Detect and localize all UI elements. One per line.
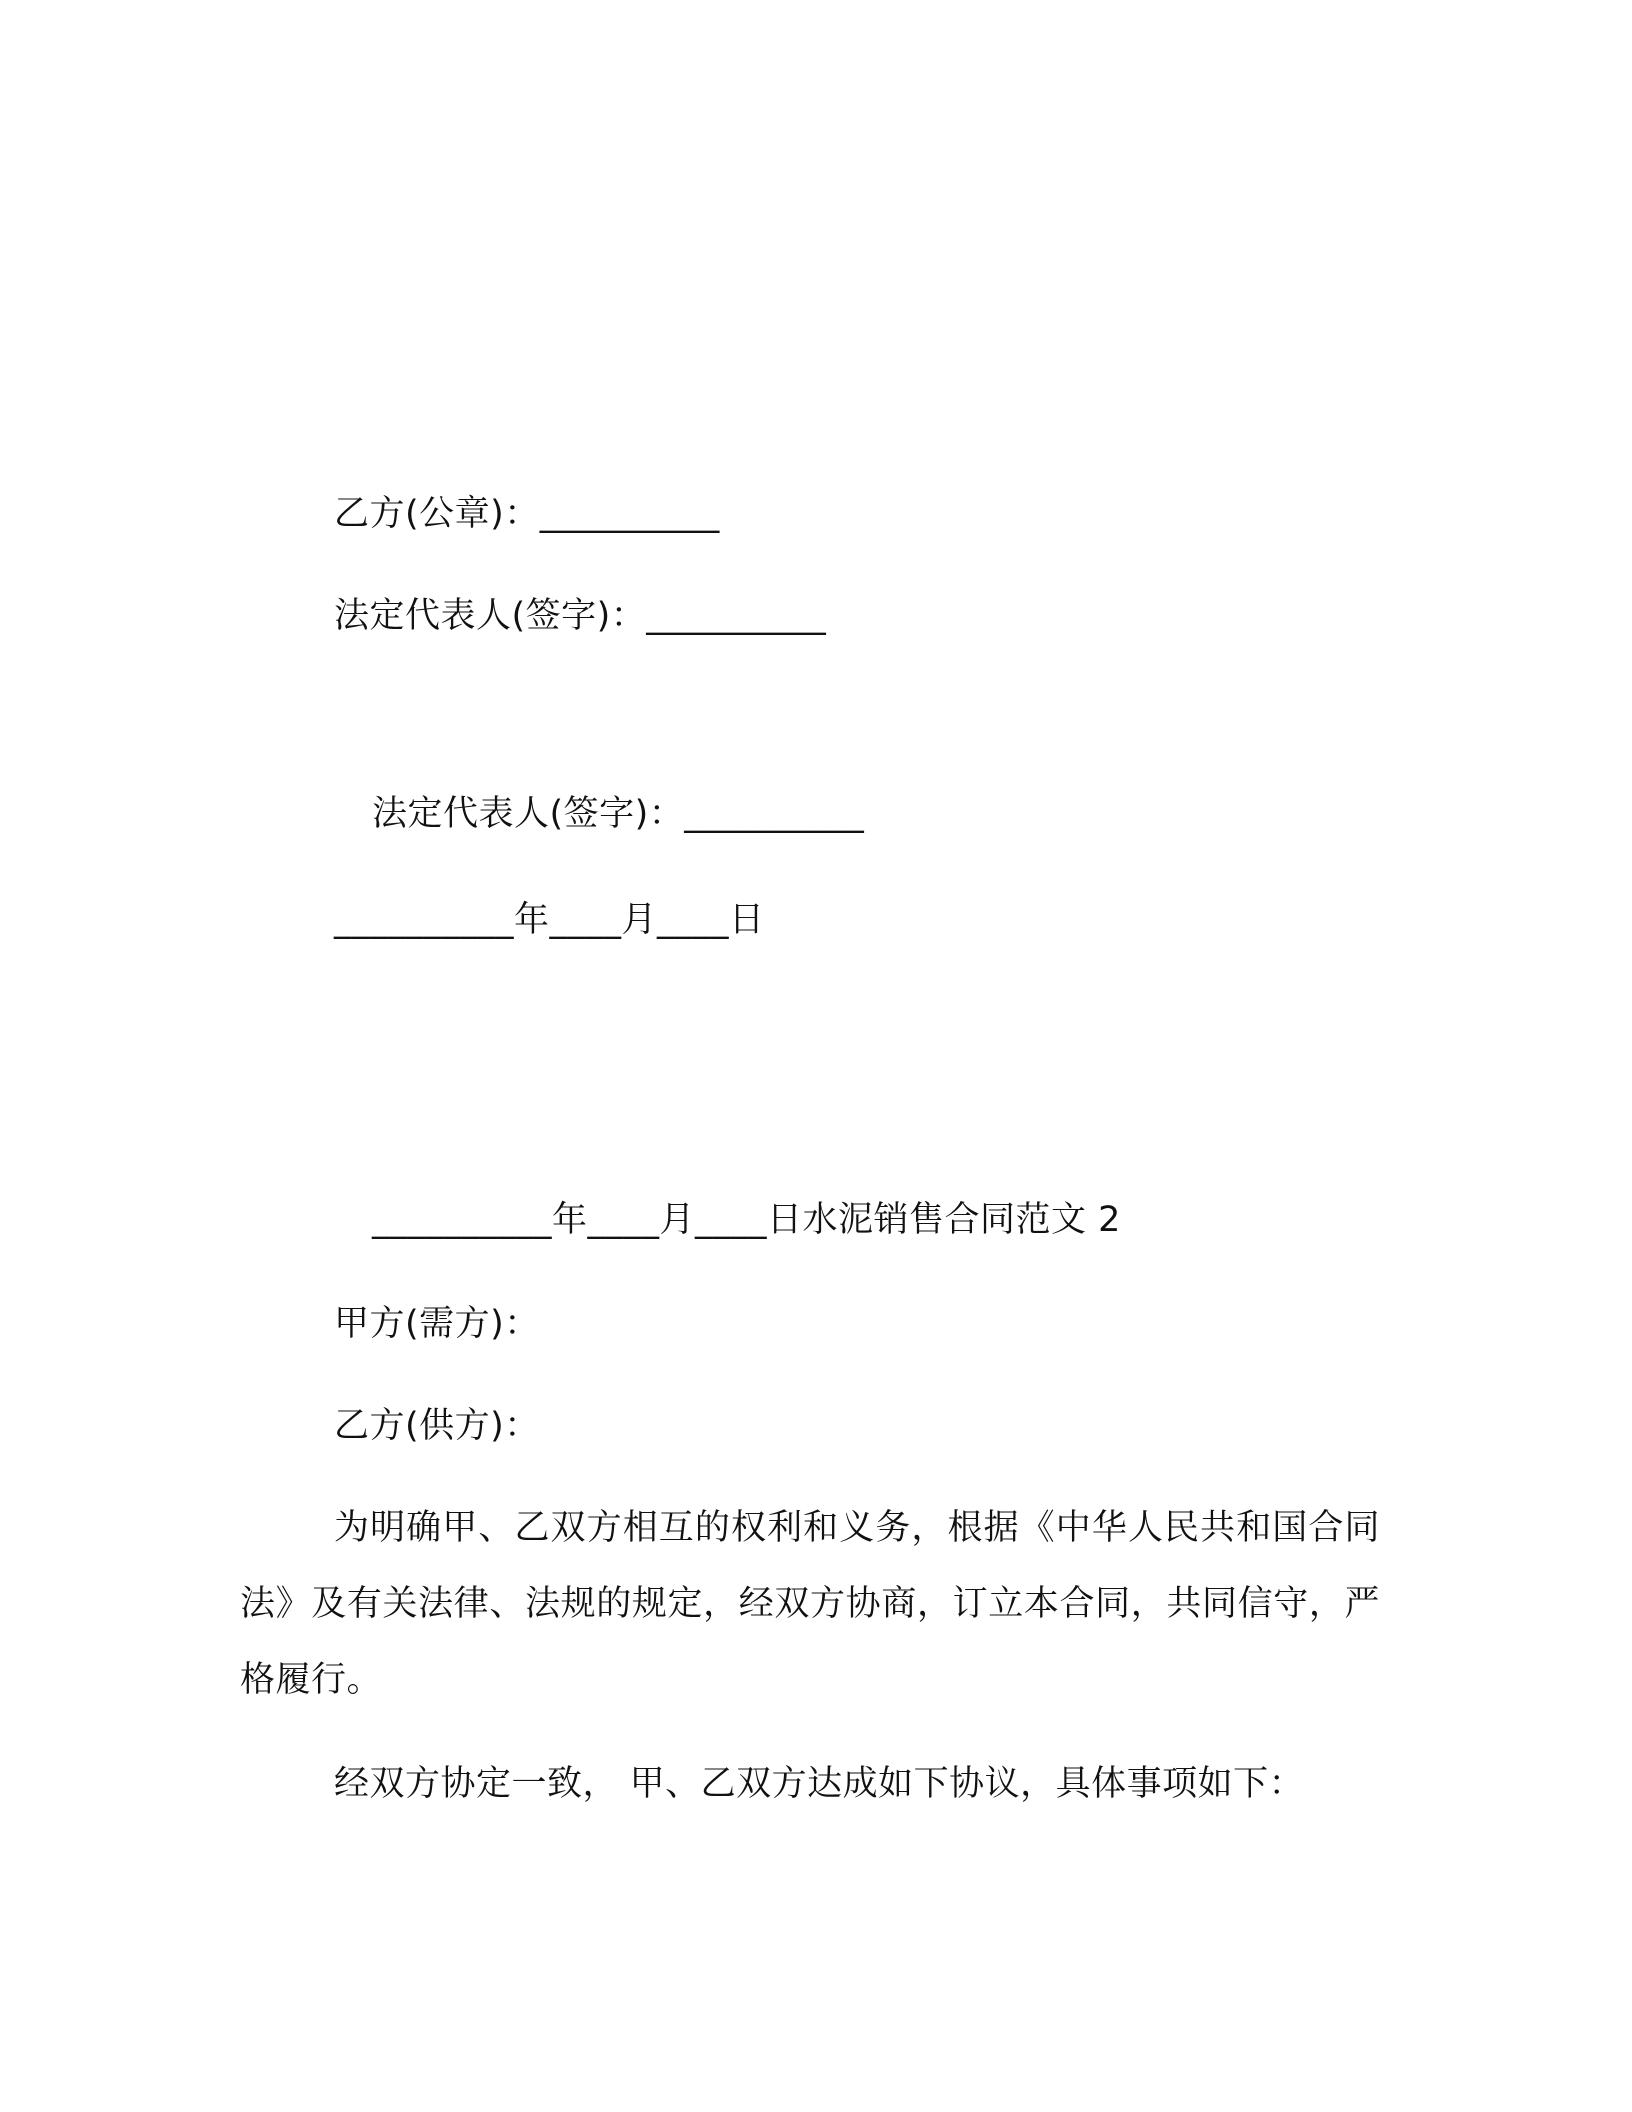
legal-representative-signature-line: 法定代表人(签字)：__________	[334, 596, 827, 636]
agreement-intro-paragraph: 经双方协定一致， 甲、乙双方达成如下协议，具体事项如下：	[334, 1764, 1305, 1804]
legal-representative-signature-line-2: 法定代表人(签字)：__________	[372, 794, 865, 834]
contract-purpose-paragraph: 为明确甲、乙双方相互的权利和义务，根据《中华人民共和国合同法》及有关法律、法规的规定，经双方协商，订立本合同，共同信守，严格履行。	[240, 1508, 1380, 1700]
date-line: __________年____月____日	[334, 900, 765, 940]
party-b-seal-line: 乙方(公章)：__________	[334, 494, 720, 534]
section-title-date-line: __________年____月____日水泥销售合同范文 2	[372, 1200, 1121, 1240]
party-b-supplier-line: 乙方(供方)：	[334, 1406, 540, 1446]
party-a-buyer-line: 甲方(需方)：	[334, 1304, 540, 1344]
